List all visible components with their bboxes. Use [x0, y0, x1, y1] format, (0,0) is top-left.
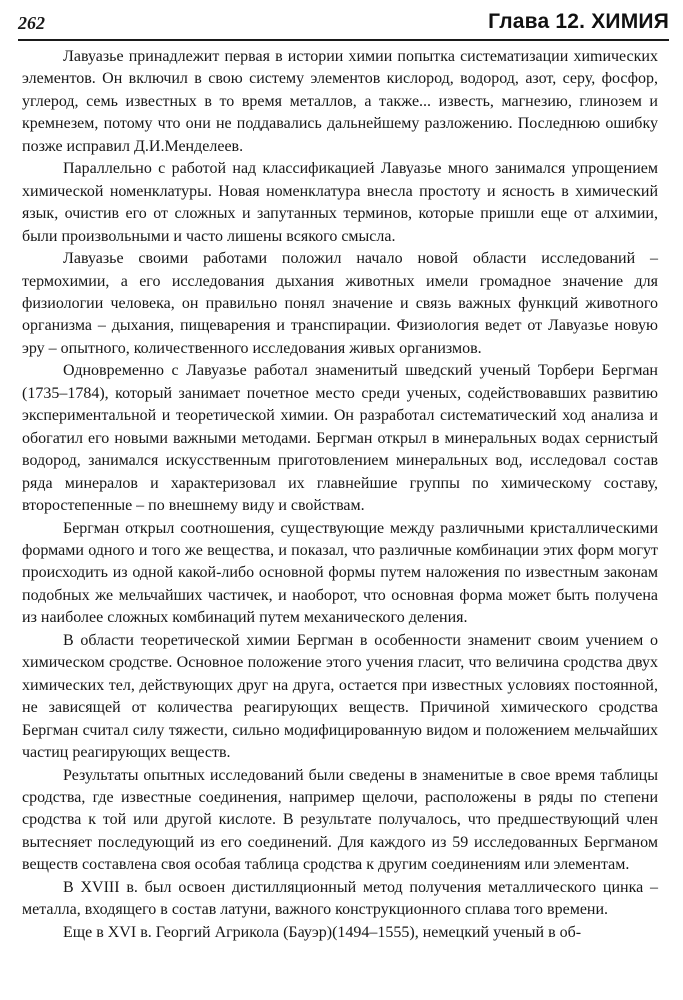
paragraph-zinc-distillation: В XVIII в. был освоен дистилляционный метод получения металлического цинка – металла, входящего в состав латуни, важного конструкционного сплава того времени. [22, 878, 658, 919]
paragraph-bergman-crystals: Бергман открыл соотношения, существующие между различными кристаллическими формами одного и того же вещества, и показал, что различные комбинации этих форм могут происходить из одной какой-либо основной формы путем наложения по известным законам подобных же мельчайших частичек, и наоборот, что основная форма может быть получена из наиболее сложных комбинаций путем механического деления. [22, 519, 658, 627]
chapter-title: Глава 12. ХИМИЯ [488, 10, 669, 33]
body-text [22, 46, 658, 944]
paragraph-nomenclature: Параллельно с работой над классификацией Лавуазье много занимался упрощением химической номенклатуры. Новая номенклатура внесла простоту и ясность в химический язык, очистив его от сложных и запутанных терминов, которые пришли еще от алхимии, были произвольными и часто лишены всякого смысла. [22, 160, 658, 245]
paragraph-affinity-tables: Результаты опытных исследований были сведены в знаменитые в свое время таблицы сродства, где известные соединения, например щелочи, расположены в ряды по степени сродства к той или другой кислоте. В результате получалось, что предшествующий член вытесняет последующий из его соединений. Для каждого из 59 исследованных Бергманом веществ составлена своя особая таблица сродства к другим соединениям или элементам. [22, 766, 658, 874]
page-number: 262 [18, 13, 45, 33]
paragraph-bergman-intro: Одновременно с Лавуазье работал знаменитый шведский ученый Торбери Бергман (1735–1784), который занимает почетное место среди ученых, содействовавших развитию экспериментальной и теоретической химии. Он разработал систематический ход анализа и обогатил его новыми важными методами. Бергман открыл в минеральных водах сернистый водород, занимался искусственным приготовлением минеральных вод, исследовал состав ряда минералов и характеризовал их главнейшие группы по химическому составу, второстепенные – по внешнему виду и свойствам. [22, 362, 658, 515]
paragraph-thermochemistry: Лавуазье своими работами положил начало новой области исследований – термохимии, а его исследования дыхания животных имели громадное значение для физиологии человека, он правильно понял значение и связь важных функций животного организма – дыхания, пищеварения и транспирации. Физиология ведет от Лавуазье новую эру – опытного, количественного исследования живых организмов. [22, 250, 658, 357]
running-header [18, 11, 669, 41]
paragraph-agricola: Еще в XVI в. Георгий Агрикола (Бауэр)(1494–1555), немецкий ученый в об- [63, 923, 582, 941]
paragraph-mendeleev-classification: Лавуазье принадлежит первая в истории химии попытка систематизации хиmических элементов. Он включил в свою систему элементов кислород, водород, азот, серу, фосфор, углерод, семь известных в то время металлов, а также... известь, магнезию, глинозем и кремнезем, потому что они не поддавались дальнейшему разложению. Последнюю ошибку позже исправил Д.И.Менделеев. [22, 48, 658, 155]
paragraph-chemical-affinity: В области теоретической химии Бергман в особенности знаменит своим учением о химическом сродстве. Основное положение этого учения гласит, что величина сродства двух химических тел, действующих друг на друга, остается при известных условиях постоянной, не зависящей от количества реагирующих веществ. Причиной химического сродства Бергман считал силу тяжести, сильно модифицированную видом и положением мельчайших частиц реагирующих веществ. [22, 631, 658, 762]
